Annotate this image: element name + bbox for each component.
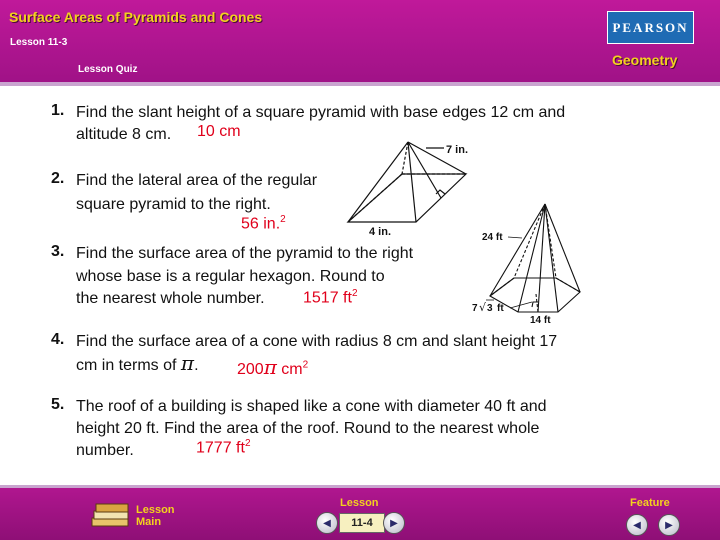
hexagon-apothem-radical: 3 (487, 303, 493, 314)
arrow-right-icon: ▶ (390, 517, 398, 529)
lesson-nav-label: Lesson (340, 497, 379, 509)
question-1-number: 1. (51, 102, 65, 119)
question-3-line-3: the nearest whole number. (76, 290, 265, 307)
question-2-answer: 56 in.$^2$ (241, 214, 286, 233)
question-4-line-2: cm in terms of π. (76, 351, 199, 375)
header-divider (0, 82, 720, 86)
book-icon[interactable] (90, 502, 132, 530)
question-5-line-1: The roof of a building is shaped like a cone with diameter 40 ft and (76, 398, 547, 415)
pyramid-base-label: 4 in. (369, 226, 392, 238)
question-2-line-2: square pyramid to the right. (76, 196, 271, 213)
hexagon-apothem-unit: ft (497, 303, 504, 314)
pyramid-slant-label: 7 in. (446, 144, 469, 156)
hexagonal-pyramid-figure (470, 198, 590, 326)
subject-label: Geometry (612, 52, 678, 68)
arrow-left-icon: ◀ (633, 519, 641, 531)
question-3-line-1: Find the surface area of the pyramid to the right (76, 245, 414, 262)
question-3-line-2: whose base is a regular hexagon. Round to (76, 268, 385, 285)
question-3-number: 3. (51, 243, 65, 260)
question-5-number: 5. (51, 396, 65, 413)
lesson-quiz-label: Lesson Quiz (78, 64, 138, 75)
hexagon-apothem-prefix: 7 (472, 303, 478, 314)
pearson-logo: PEARSON (607, 11, 694, 44)
question-1-line-1: Find the slant height of a square pyramid with base edges 12 cm and (76, 104, 566, 121)
question-2-number: 2. (51, 170, 65, 187)
feature-prev-button[interactable] (626, 514, 648, 536)
question-5-answer: 1777 $ft^2$ (196, 438, 251, 457)
question-1-answer: 10 cm (197, 123, 241, 140)
pi-symbol: π (180, 351, 195, 375)
question-1-line-2: altitude 8 cm. (76, 126, 172, 143)
question-5-line-2: height 20 ft. Find the area of the roof. Round to the nearest whole (76, 420, 540, 437)
lesson-page-indicator: 11-4 (339, 513, 385, 533)
page-title: Surface Areas of Pyramids and Cones (9, 9, 263, 25)
lesson-prev-button[interactable] (316, 512, 338, 534)
lesson-number: Lesson 11-3 (10, 37, 68, 48)
radical-icon: √ (479, 301, 487, 314)
arrow-right-icon: ▶ (665, 519, 673, 531)
lesson-next-button[interactable] (383, 512, 405, 534)
question-2-line-1: Find the lateral area of the regular (76, 172, 318, 189)
hexagon-slant-label: 24 ft (482, 232, 503, 243)
question-3-answer: 1517 $ft^2$ (303, 288, 358, 307)
question-4-line-1: Find the surface area of a cone with radius 8 cm and slant height 17 (76, 333, 558, 350)
feature-next-button[interactable] (658, 514, 680, 536)
question-4-number: 4. (51, 331, 65, 348)
arrow-left-icon: ◀ (323, 517, 331, 529)
question-4-answer: 200π $cm^2$ (237, 355, 309, 379)
lesson-main-link[interactable]: Lesson Main (136, 504, 175, 528)
feature-nav-label: Feature (630, 497, 670, 509)
question-5-line-3: number. (76, 442, 134, 459)
square-pyramid-figure (340, 138, 480, 238)
hexagon-base-label: 14 ft (530, 315, 551, 326)
